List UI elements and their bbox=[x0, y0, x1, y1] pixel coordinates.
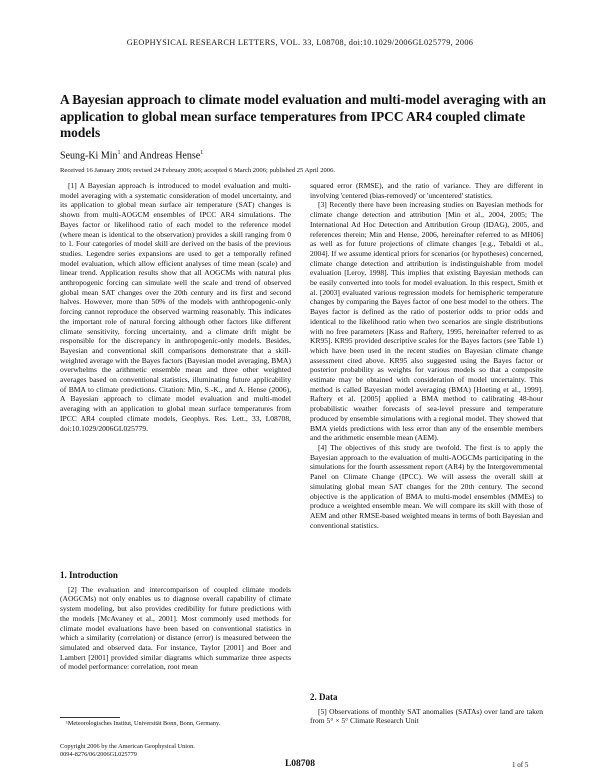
right-paragraph-0: squared error (RMSE), and the ratio of variance. They are different in involving 'centered (bias-removed)' or 'uncentered' statistics. bbox=[310, 181, 543, 200]
issn-line: 0094-8276/06/2006GL025779 bbox=[60, 751, 137, 758]
abstract-text: [1] A Bayesian approach is introduced to model evaluation and multi-model averaging with a systematic consideration of model uncertainty, and its application to global mean surface air temperature (SAT) changes is shown from multi-AOGCM ensembles of IPCC AR4 simulations. The Bayes factor or likelihood ratio of each model to the reference model (where mean is identical to the observation) provides a skill ranging from 0 to 1. Four categories of model skill are derived on the basis of the previous studies. Legendre series expansions are used to get a temporally refined model evaluation, which allow efficient analyses of time mean (scale) and linear trend. Application results show that all AOGCMs with natural plus anthropogenic forcing can simulate well the scale and trend of observed global mean SAT changes over the 20th century and its first and second halves. However, more than 50% of the models with anthropogenic-only forcing cannot reproduce the observed warming reasonably. This indicates the important role of natural forcing although other factors like different climate sensitivity, forcing uncertainty, and a climate drift might be responsible for the discrepancy in anthropogenic-only models. Besides, Bayesian and conventional skill comparisons demonstrate that a skill-weighted average with the Bayes factors (Bayesian model averaging, BMA) overwhelms the arithmetic ensemble mean and three other weighted averages based on conventional statistics, illuminating future applicability of BMA to climate predictions. Citation: Min, S.-K., and A. Hense (2006), A Bayesian approach to climate model evaluation and multi-model averaging with an application to global mean surface temperatures from IPCC AR4 coupled climate models, Geophys. Res. Lett., 33, L08708, doi:10.1029/2006GL025779. bbox=[60, 181, 291, 433]
article-code: L08708 bbox=[284, 759, 316, 769]
page-number: 1 of 5 bbox=[512, 761, 529, 769]
copyright bbox=[60, 743, 195, 759]
introduction-section bbox=[60, 571, 291, 672]
footnote: ¹Meteorologisches Institut, Universität Bonn, Bonn, Germany. bbox=[66, 720, 221, 727]
data-section bbox=[310, 693, 543, 726]
author-1-affil: 1 bbox=[117, 150, 121, 156]
data-paragraph: [5] Observations of monthly SAT anomalies (SATAs) over land are taken from 5° × 5° Climate Research Unit bbox=[310, 706, 543, 726]
author-1: Seung-Ki Min bbox=[60, 150, 118, 162]
journal-header: GEOPHYSICAL RESEARCH LETTERS, VOL. 33, L08708, doi:10.1029/2006GL025779, 2006 bbox=[126, 38, 474, 47]
right-paragraph-1: [3] Recently there have been increasing studies on Bayesian methods for climate change detection and attribution [Min et al., 2004, 2005; The International Ad Hoc Detection and Attribution Group (IDAG), 2005, and references therein; Min and Hense, 2006, hereinafter referred to as MH06] as well as for future projections of climate changes [e.g., Tebaldi et al., 2004]. If we assume identical priors for scenarios (or hypotheses) concerned, climate change detection and attribution is indistinguishable from model evaluation [Leroy, 1998]. This implies that existing Bayesian methods can be easily converted into tools for model evaluation. In this respect, Smith et al. [2003] evaluated various regression models for hemispheric temperature changes by comparing the Bayes factor of one best model to the others. The Bayes factor is defined as the ratio of posterior odds to prior odds and identical to the likelihood ratio when two scenarios are single distributions with no free parameters [Kass and Raftery, 1995, hereinafter referred to as KR95]. KR95 provided descriptive scales for the Bayes factors (see Table 1) which have been used in the recent studies on Bayesian climate change assessment cited above. KR95 also suggested using the Bayes factor or posterior probability as weights for various models so that a composite estimate may be obtained with consideration of model uncertainty. This method is called Bayesian model averaging (BMA) [Hoeting et al., 1999]. Raftery et al. [2005] applied a BMA method to calibrating 48-hour probabilistic weather forecasts of sea-level pressure and temperature produced by ensemble simulations with a regional model. They showed that BMA yields predictions with less error than any of the ensemble members and the arithmetic ensemble mean (AEM). bbox=[310, 200, 543, 443]
data-heading: 2. Data bbox=[310, 692, 338, 702]
right-paragraph-2: [4] The objectives of this study are twofold. The first is to apply the Bayesian approach to the evaluation of multi-AOGCMs participating in the simulations for the fourth assessment report (AR4) by the Intergovernmental Panel on Climate Change (IPCC). We will assess the overall skill at simulating global mean SAT changes for the 20th century. The second objective is the application of BMA to multi-model ensembles (MMEs) to produce a weighted ensemble mean. We will compare its skill with those of AEM and other RMSE-based weighted means in terms of both Bayesian and conventional statistics. bbox=[310, 442, 543, 530]
author-2: and Andreas Hense bbox=[120, 150, 201, 162]
intro-heading: 1. Introduction bbox=[60, 570, 118, 580]
abstract bbox=[60, 181, 291, 433]
received-dates: Received 16 January 2006; revised 24 February 2006; accepted 6 March 2006; published 25 April 2006. bbox=[60, 167, 336, 174]
right-column bbox=[310, 181, 543, 530]
author-2-affil: 1 bbox=[200, 150, 204, 156]
paper-title: A Bayesian approach to climate model evaluation and multi-model averaging with an application to global mean surface temperatures from IPCC AR4 coupled climate models bbox=[60, 92, 546, 140]
footnote-rule bbox=[60, 717, 120, 718]
author-line bbox=[60, 150, 203, 161]
copyright-line: Copyright 2006 by the American Geophysical Union. bbox=[60, 743, 195, 750]
intro-paragraph: [2] The evaluation and intercomparison of coupled climate models (AOGCMs) not only enables us to diagnose overall capability of climate system modeling, but also provides credibility for future predictions with the models [McAvaney et al., 2001]. Most commonly used methods for climate model evaluations have been based on conventional statistics in which a similarity (correlation) or distance (error) is measured between the simulated and observed data. For instance, Taylor [2001] and Boer and Lambert [2001] provided similar diagrams which summarize three aspects of model performance: correlation, root mean bbox=[60, 584, 291, 672]
